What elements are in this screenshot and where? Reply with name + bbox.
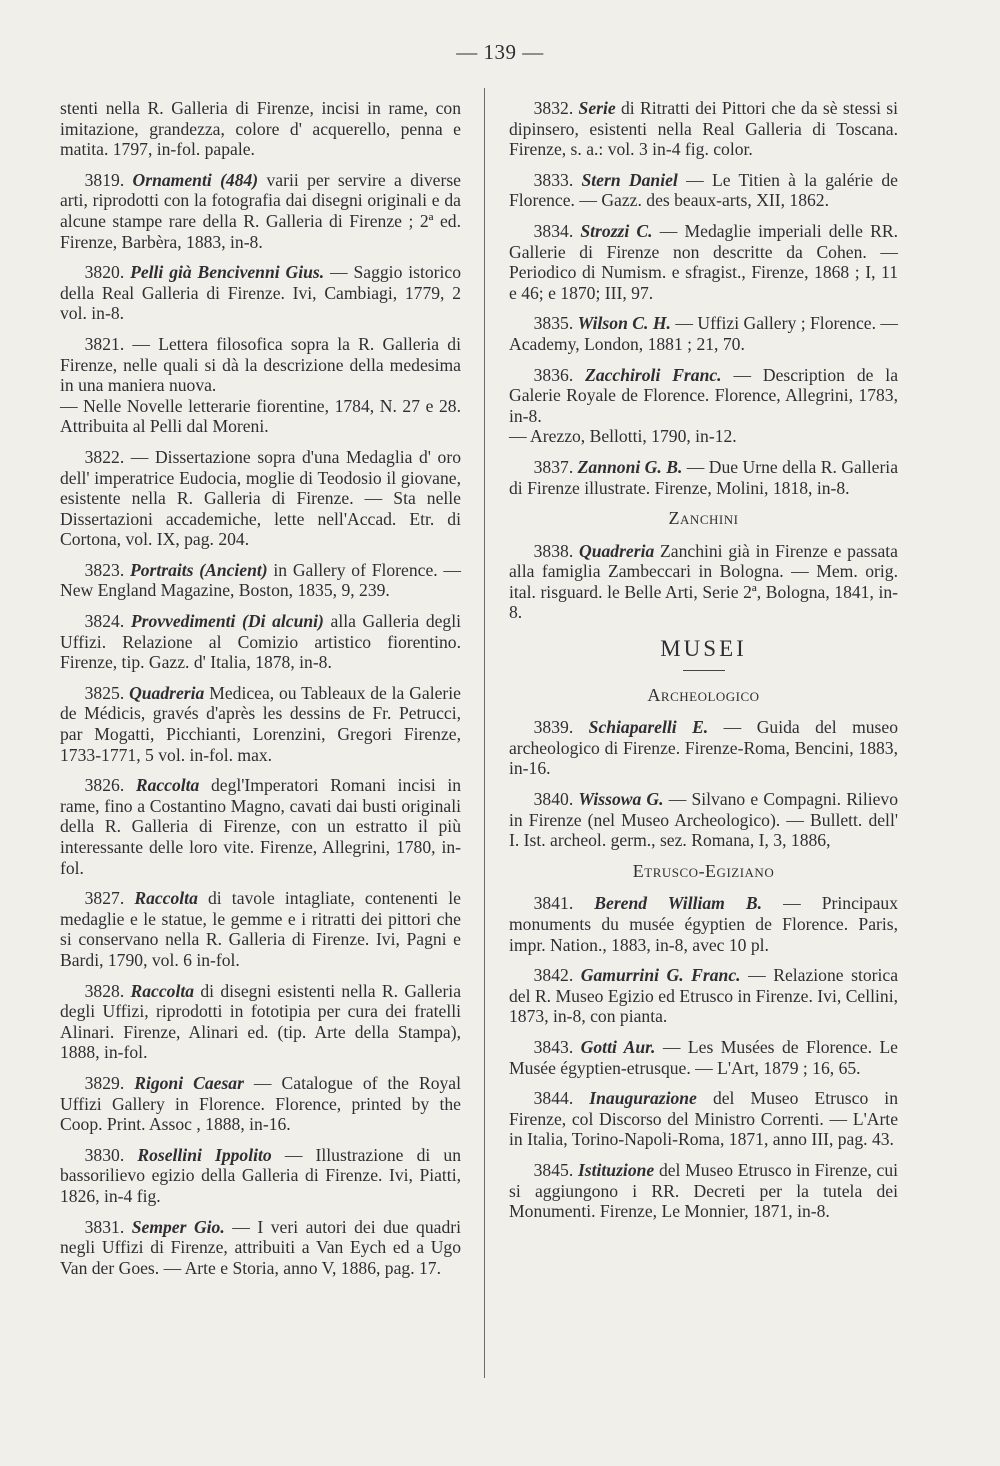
entry-number: 3823. xyxy=(84,559,130,580)
section-separator xyxy=(683,670,725,671)
entry-text: Zanchini già in Firenze e passata alla famiglia Zambeccari in Bologna. — Mem. orig. ital. risguard. le Belle Arti, Serie 2ª, Bologna, 1841, in-8. xyxy=(509,540,898,623)
entry-number: 3826. xyxy=(84,775,136,796)
entry-number: 3832. xyxy=(533,98,579,118)
entry-number: 3825. xyxy=(84,682,130,703)
entry-text: di Ritratti dei Pittori che da sè stessi si dipinsero, esistenti nella Real Galleria di Toscana. Firenze, s. a.: vol. 3 in-4 fig. color. xyxy=(509,98,899,160)
entry-author: Rigoni Caesar xyxy=(134,1072,244,1093)
bibliography-entry xyxy=(60,334,461,396)
entry-text: — Saggio istorico della Real Galleria di Firenze. Ivi, Cambiagi, 1779, 2 vol. in-8. xyxy=(60,262,462,324)
bibliography-entry xyxy=(60,775,461,878)
bibliography-entry xyxy=(509,1037,898,1078)
entry-number: 3830. xyxy=(84,1144,138,1165)
bibliography-entry xyxy=(509,1160,898,1222)
entry-text: — Relazione storica del R. Museo Egizio ed Etrusco in Firenze. Ivi, Cellini, 1873, in-8, con pianta. xyxy=(509,965,899,1027)
entry-text: di disegni esistenti nella R. Galleria degli Uffizi, riprodotti in fototipia per cura dei fratelli Alinari. Firenze, Alinari ed. (tip. Arte della Stampa), 1888, in-fol. xyxy=(60,980,461,1063)
entry-author: Schiaparelli E. xyxy=(588,717,709,738)
bibliography-entry xyxy=(509,965,898,1027)
entry-text: — Illustrazione di un bassorilievo egizio della Galleria di Firenze. Ivi, Piatti, 1826, in-4 fig. xyxy=(60,1144,462,1206)
entry-text: Medicea, ou Tableaux de la Galerie de Médicis, gravés d'après les dessins de Fr. Petrucci, par Mogatti, Picchianti, Lorenzini, Gregori Firenze, 1733-1771, 5 vol. in-fol. max. xyxy=(60,682,461,765)
entry-number: 3822. xyxy=(84,446,131,467)
bibliography-entry xyxy=(60,1073,461,1135)
entry-text: alla Galleria degli Uffizi. Relazione al Comizio artistico fiorentino. Firenze, tip. Gazz. d' Italia, 1878, in-8. xyxy=(60,611,461,673)
bibliography-entry xyxy=(60,170,461,252)
entry-author: Quadreria xyxy=(129,682,205,703)
entry-number: 3841. xyxy=(533,893,595,914)
entry-text: — Guida del museo archeologico di Firenze. Firenze-Roma, Bencini, 1883, in-16. xyxy=(509,717,898,779)
entry-text: — Les Musées de Florence. Le Musée égyptien-etrusque. — L'Art, 1879 ; 16, 65. xyxy=(509,1036,898,1078)
bibliography-entry xyxy=(60,611,461,673)
left-column xyxy=(60,98,461,1288)
section-heading-archeologico: Archeologico xyxy=(647,684,760,705)
section-heading-zanchini: Zanchini xyxy=(668,508,739,529)
bibliography-entry xyxy=(509,221,898,303)
bibliography-entry xyxy=(509,457,898,498)
entry-number: 3820. xyxy=(84,262,131,283)
bibliography-entry xyxy=(60,262,461,324)
bibliography-entry xyxy=(509,365,898,427)
entry-author: Provvedimenti (Di alcuni) xyxy=(130,611,324,632)
entry-number: 3831. xyxy=(84,1216,132,1237)
entry-author: Wissowa G. xyxy=(578,789,664,810)
bibliography-entry xyxy=(509,1088,898,1150)
entry-number: 3824. xyxy=(84,611,131,632)
entry-author: Ornamenti (484) xyxy=(132,169,259,190)
page-number: — 139 — xyxy=(456,40,544,64)
bibliography-entry xyxy=(60,1145,461,1207)
entry-text: di tavole intagliate, contenenti le medaglie e le statue, le gemme e i ritratti dei pittori che si conservano nella R. Galleria di Firenze. Ivi, Pagni e Bardi, 1790, vol. 6 in-fol. xyxy=(60,888,461,970)
entry-author: Wilson C. H. xyxy=(577,313,671,334)
entry-number: 3838. xyxy=(533,540,579,561)
entry-number: 3845. xyxy=(533,1159,578,1180)
entry-author: Zacchiroli Franc. xyxy=(585,364,722,385)
entry-text: degl'Imperatori Romani incisi in rame, fino a Costantino Magno, cavati dai busti originali della R. Galleria di Firenze, con un estratto il più interessante delle loro vite. Firenze, Allegrini, 1780, in-fol. xyxy=(60,775,462,878)
right-entries-zanchini xyxy=(509,541,898,623)
entry-text: — Arezzo, Bellotti, 1790, in-12. xyxy=(509,426,737,447)
entry-number: 3819. xyxy=(84,169,133,190)
entry-text: — Medaglie imperiali delle RR. Gallerie di Firenze non descritte da Cohen. — Periodico di Numism. e sfragist., Firenze, 1868 ; I, 11 e 46; e 1870; III, 97. xyxy=(509,220,898,303)
bibliography-entry xyxy=(509,98,898,160)
right-entries-etrusco xyxy=(509,893,898,1221)
bibliography-entry xyxy=(509,717,898,779)
section-heading-musei: MUSEI xyxy=(660,636,747,662)
entry-text: — Dissertazione sopra d'una Medaglia d' oro dell' imperatrice Eudocia, moglie di Teodosio il giovane, esistente nella R. Galleria di Firenze. — Sta nelle Dissertazioni accademiche, lette nell'Accad. Etr. di Cortona, vol. IX, pag. 204. xyxy=(60,446,461,550)
entry-text: stenti nella R. Galleria di Firenze, incisi in rame, con imitazione, grandezza, colore d' acquerello, penna e matita. 1797, in-fol. papale. xyxy=(60,98,461,160)
entry-text: — Uffizi Gallery ; Florence. — Academy, London, 1881 ; 21, 70. xyxy=(509,313,898,354)
entry-text: — Catalogue of the Royal Uffizi Gallery in Florence. Florence, printed by the Coop. Print. Assoc , 1888, in-16. xyxy=(60,1072,462,1135)
entry-author: Pelli già Bencivenni Gius. xyxy=(130,262,325,283)
entry-text: varii per servire a diverse arti, riprodotti con la fotografia dai disegni originali e da alcune stampe rare della R. Galleria di Firenze ; 2ª ed. Firenze, Barbèra, 1883, in-8. xyxy=(60,169,461,252)
entry-author: Raccolta xyxy=(130,980,195,1001)
entry-number: 3821. xyxy=(84,333,133,354)
entry-number: 3829. xyxy=(84,1072,135,1093)
entry-number: 3828. xyxy=(84,980,131,1001)
entry-text: — Due Urne della R. Galleria di Firenze illustrate. Firenze, Molini, 1818, in-8. xyxy=(509,456,898,498)
entry-number: 3834. xyxy=(533,220,581,241)
column-divider xyxy=(484,88,485,1378)
bibliography-entry xyxy=(60,560,461,601)
entry-text: — Silvano e Compagni. Rilievo in Firenze (nel Museo Archeologico). — Bullett. dell' I. Ist. archeol. germ., sez. Romana, I, 3, 1886, xyxy=(509,789,899,851)
bibliography-entry xyxy=(509,426,898,447)
entry-author: Gotti Aur. xyxy=(580,1036,656,1057)
bibliography-entry xyxy=(60,683,461,765)
entry-number: 3842. xyxy=(533,965,581,986)
bibliography-entry xyxy=(60,98,461,160)
entry-text: — Le Titien à la galérie de Florence. — Gazz. des beaux-arts, XII, 1862. xyxy=(509,169,898,211)
entry-author: Stern Daniel xyxy=(581,169,678,190)
entry-author: Strozzi C. xyxy=(580,220,653,241)
entry-number: 3836. xyxy=(533,364,586,385)
entry-text: — Lettera filosofica sopra la R. Galleria di Firenze, nelle quali si dà la descrizione della medesima in una maniera nuova. xyxy=(60,333,461,396)
entry-author: Berend William B. xyxy=(594,893,763,914)
entry-number: 3844. xyxy=(533,1088,590,1109)
entry-author: Zannoni G. B. xyxy=(577,456,683,477)
bibliography-entry xyxy=(60,396,461,437)
entry-number: 3843. xyxy=(533,1036,581,1057)
entry-number: 3827. xyxy=(84,888,135,909)
bibliography-entry xyxy=(509,789,898,851)
bibliography-entry xyxy=(509,170,898,211)
bibliography-entry xyxy=(60,981,461,1063)
bibliography-entry xyxy=(60,888,461,970)
entry-author: Raccolta xyxy=(134,888,198,909)
entry-text: del Museo Etrusco in Firenze, cui si aggiungono i RR. Decreti per la tutela dei Monumenti. Firenze, Le Monnier, 1871, in-8. xyxy=(509,1159,899,1222)
entry-number: 3837. xyxy=(533,456,578,477)
entry-number: 3840. xyxy=(533,789,579,810)
entry-author: Inaugurazione xyxy=(589,1088,697,1109)
entry-text: — Description de la Galerie Royale de Florence. Florence, Allegrini, 1783, in-8. xyxy=(509,364,899,426)
entry-number: 3833. xyxy=(533,169,582,190)
entry-number: 3835. xyxy=(533,313,578,334)
entry-text: — I veri autori dei due quadri negli Uffizi di Firenze, attribuiti a Van Eych ed a Ugo Van der Goes. — Arte e Storia, anno V, 1886, pag. 17. xyxy=(60,1216,461,1278)
entry-author: Portraits (Ancient) xyxy=(129,559,268,580)
bibliography-entry xyxy=(60,1217,461,1279)
section-heading-etrusco: Etrusco-Egiziano xyxy=(632,860,775,881)
entry-text: — Principaux monuments du musée égyptien de Florence. Paris, impr. Nation., 1883, in-8, avec 10 pl. xyxy=(509,893,899,955)
right-column xyxy=(509,98,898,1232)
bibliography-entry xyxy=(509,541,898,623)
entry-text: in Gallery of Florence. — New England Magazine, Boston, 1835, 9, 239. xyxy=(60,559,461,601)
bibliography-entry xyxy=(60,447,461,550)
entry-author: Rosellini Ippolito xyxy=(137,1144,272,1165)
entry-author: Raccolta xyxy=(135,775,200,796)
entry-author: Serie xyxy=(578,98,616,118)
entry-author: Istituzione xyxy=(577,1159,655,1180)
entry-text: del Museo Etrusco in Firenze, col Discorso del Ministro Correnti. — L'Arte in Italia, Torino-Napoli-Roma, 1871, anno III, pag. 43. xyxy=(509,1088,898,1150)
bibliography-entry xyxy=(509,893,898,955)
entry-number: 3839. xyxy=(533,717,589,738)
entry-author: Quadreria xyxy=(578,540,655,561)
entry-author: Gamurrini G. Franc. xyxy=(580,965,741,986)
entry-text: — Nelle Novelle letterarie fiorentine, 1784, N. 27 e 28. Attribuita al Pelli dal Moreni. xyxy=(60,395,461,437)
entry-author: Semper Gio. xyxy=(131,1216,225,1237)
right-entries-galleria xyxy=(509,98,898,498)
bibliography-entry xyxy=(509,313,898,354)
right-entries-archeologico xyxy=(509,717,898,851)
